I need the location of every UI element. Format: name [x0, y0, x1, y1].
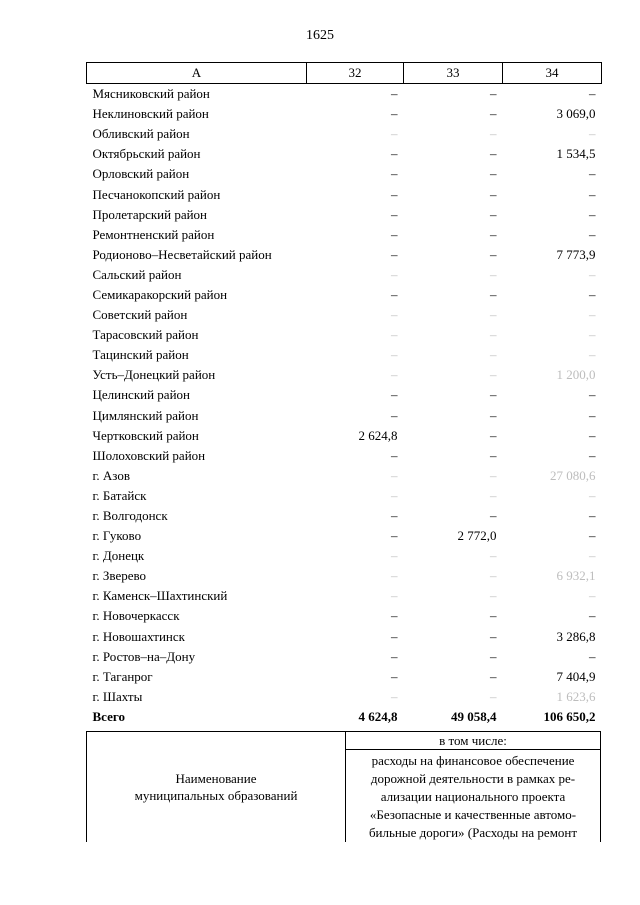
table-row — [87, 526, 602, 546]
value-col-33: – — [490, 206, 497, 222]
value-col-32: – — [391, 307, 398, 323]
value-col-34: – — [589, 427, 596, 443]
value-col-34: 7 773,9 — [556, 246, 596, 262]
column-header-a: А — [87, 63, 307, 84]
table-row — [87, 124, 602, 144]
municipality-name: Ремонтненский район — [92, 226, 215, 242]
table-row — [87, 325, 602, 345]
value-col-34: – — [589, 266, 596, 282]
table-row — [87, 566, 602, 586]
value-col-33: – — [490, 166, 497, 182]
value-col-34: – — [589, 387, 596, 403]
value-col-33: – — [490, 126, 497, 142]
value-col-34: 6 932,1 — [556, 568, 596, 584]
table-row — [87, 365, 602, 385]
value-col-33: – — [490, 467, 497, 483]
municipality-name: Усть–Донецкий район — [92, 367, 216, 383]
value-col-32: – — [391, 487, 398, 503]
municipality-name: Тарасовский район — [92, 327, 199, 343]
municipality-name: Семикаракорский район — [92, 286, 228, 302]
value-col-32: – — [391, 407, 398, 423]
table-row — [87, 184, 602, 204]
value-col-34: – — [589, 347, 596, 363]
value-col-32: – — [391, 628, 398, 644]
value-col-32: – — [391, 508, 398, 524]
desc-line: дорожной деятельности в рамках ре- — [370, 771, 576, 786]
value-col-34: – — [589, 307, 596, 323]
table-row — [87, 546, 602, 566]
table-row — [87, 406, 602, 426]
municipality-name: г. Каменск–Шахтинский — [92, 588, 228, 604]
table-row — [87, 265, 602, 285]
value-col-34: 3 286,8 — [556, 628, 596, 644]
value-col-32: – — [391, 608, 398, 624]
municipality-name: Сальский район — [92, 266, 182, 282]
value-col-32: – — [391, 286, 398, 302]
table-row — [87, 627, 602, 647]
column-header-32: 32 — [307, 63, 404, 84]
municipality-name: Мясниковский район — [92, 86, 210, 102]
table-row — [87, 647, 602, 667]
value-col-32: – — [391, 86, 398, 102]
value-col-32: – — [391, 166, 398, 182]
value-col-32: 4 624,8 — [358, 708, 398, 724]
municipality-name-header — [87, 732, 346, 843]
desc-line: «Безопасные и качественные автомо- — [369, 807, 577, 822]
budget-table — [86, 62, 602, 727]
table-row — [87, 667, 602, 687]
municipality-name: Шолоховский район — [92, 447, 206, 463]
value-col-32: – — [391, 688, 398, 704]
value-col-32: – — [391, 648, 398, 664]
value-col-32: – — [391, 347, 398, 363]
municipality-name: г. Зверево — [92, 568, 147, 584]
municipality-name: Чертковский район — [92, 427, 199, 443]
value-col-33: – — [490, 146, 497, 162]
value-col-34: – — [589, 86, 596, 102]
municipality-name: Песчанокопский район — [92, 186, 221, 202]
table-row — [87, 84, 602, 105]
value-col-33: – — [490, 447, 497, 463]
value-col-33: – — [490, 186, 497, 202]
column-header-34: 34 — [503, 63, 602, 84]
value-col-33: – — [490, 387, 497, 403]
table-row — [87, 345, 602, 365]
value-col-34: – — [589, 327, 596, 343]
value-col-33: – — [490, 648, 497, 664]
value-col-34: 106 650,2 — [543, 708, 596, 724]
value-col-34: – — [589, 447, 596, 463]
municipality-name: Тацинский район — [92, 347, 189, 363]
value-col-34: 3 069,0 — [556, 106, 596, 122]
value-col-32: – — [391, 387, 398, 403]
table-row — [87, 285, 602, 305]
table-row — [87, 305, 602, 325]
municipality-name: Всего — [92, 708, 125, 724]
value-col-34: 1 534,5 — [556, 146, 596, 162]
value-col-33: – — [490, 668, 497, 684]
value-col-32: – — [391, 568, 398, 584]
municipality-name: г. Ростов–на–Дону — [92, 648, 196, 664]
value-col-32: 2 624,8 — [358, 427, 398, 443]
total-row — [87, 707, 602, 727]
next-table-header — [86, 731, 601, 842]
municipality-name: г. Гуково — [92, 528, 142, 544]
value-col-32: – — [391, 528, 398, 544]
municipality-name: г. Новочеркасск — [92, 608, 180, 624]
name-header-line2: муниципальных образований — [134, 788, 298, 803]
value-col-32: – — [391, 467, 398, 483]
value-col-33: – — [490, 608, 497, 624]
table-row — [87, 164, 602, 184]
value-col-33: – — [490, 688, 497, 704]
table-row — [87, 687, 602, 707]
expense-description — [346, 750, 601, 843]
column-header-33: 33 — [404, 63, 503, 84]
value-col-32: – — [391, 226, 398, 242]
table-row — [87, 225, 602, 245]
value-col-34: – — [589, 648, 596, 664]
value-col-34: – — [589, 588, 596, 604]
value-col-34: – — [589, 226, 596, 242]
value-col-33: – — [490, 568, 497, 584]
desc-line: бильные дороги» (Расходы на ремонт — [368, 825, 578, 840]
municipality-name: г. Азов — [92, 467, 130, 483]
name-header-line1: Наименование — [175, 771, 257, 786]
table-row — [87, 385, 602, 405]
page-number: 1625 — [306, 28, 334, 43]
municipality-name: г. Батайск — [92, 487, 147, 503]
municipality-name: Пролетарский район — [92, 206, 208, 222]
value-col-32: – — [391, 548, 398, 564]
value-col-33: – — [490, 487, 497, 503]
value-col-34: – — [589, 608, 596, 624]
municipality-name: г. Волгодонск — [92, 508, 168, 524]
value-col-34: 1 623,6 — [556, 688, 596, 704]
municipality-name: г. Новошахтинск — [92, 628, 185, 644]
table-row — [87, 506, 602, 526]
value-col-33: – — [490, 588, 497, 604]
municipality-name: Орловский район — [92, 166, 190, 182]
value-col-32: – — [391, 367, 398, 383]
value-col-33: – — [490, 106, 497, 122]
value-col-32: – — [391, 246, 398, 262]
value-col-33: – — [490, 407, 497, 423]
value-col-34: – — [589, 508, 596, 524]
table-row — [87, 205, 602, 225]
table-row — [87, 586, 602, 606]
municipality-name: г. Таганрог — [92, 668, 153, 684]
value-col-34: – — [589, 166, 596, 182]
value-col-32: – — [391, 266, 398, 282]
table-row — [87, 606, 602, 626]
municipality-name: Родионово–Несветайский район — [92, 246, 272, 262]
table-row — [87, 446, 602, 466]
municipality-name: г. Донецк — [92, 548, 145, 564]
municipality-name: Цимлянский район — [92, 407, 199, 423]
desc-line: ализации национального проекта — [380, 789, 566, 804]
value-col-34: – — [589, 487, 596, 503]
value-col-33: – — [490, 266, 497, 282]
value-col-34: 27 080,6 — [550, 467, 596, 483]
value-col-33: – — [490, 286, 497, 302]
value-col-33: – — [490, 427, 497, 443]
municipality-name: Обливский район — [92, 126, 190, 142]
value-col-32: – — [391, 146, 398, 162]
table-row — [87, 104, 602, 124]
table-row — [87, 144, 602, 164]
value-col-33: – — [490, 307, 497, 323]
municipality-name: Неклиновский район — [92, 106, 209, 122]
value-col-33: – — [490, 367, 497, 383]
desc-line: расходы на финансовое обеспечение — [371, 753, 575, 768]
value-col-34: – — [589, 286, 596, 302]
value-col-34: – — [589, 548, 596, 564]
table-row — [87, 426, 602, 446]
value-col-34: – — [589, 528, 596, 544]
table-row — [87, 466, 602, 486]
value-col-33: – — [490, 226, 497, 242]
value-col-33: 49 058,4 — [451, 708, 497, 724]
value-col-33: – — [490, 246, 497, 262]
value-col-33: – — [490, 327, 497, 343]
value-col-33: – — [490, 628, 497, 644]
value-col-34: 7 404,9 — [556, 668, 596, 684]
value-col-32: – — [391, 126, 398, 142]
value-col-34: 1 200,0 — [556, 367, 596, 383]
value-col-32: – — [391, 588, 398, 604]
value-col-33: 2 772,0 — [457, 528, 497, 544]
value-col-32: – — [391, 668, 398, 684]
value-col-34: – — [589, 407, 596, 423]
value-col-33: – — [490, 508, 497, 524]
table-row — [87, 245, 602, 265]
municipality-name: Целинский район — [92, 387, 190, 403]
municipality-name: г. Шахты — [92, 688, 143, 704]
value-col-32: – — [391, 186, 398, 202]
table-header-row — [87, 63, 602, 84]
municipality-name: Советский район — [92, 307, 188, 323]
table-row — [87, 486, 602, 506]
value-col-32: – — [391, 106, 398, 122]
value-col-33: – — [490, 548, 497, 564]
value-col-34: – — [589, 186, 596, 202]
value-col-32: – — [391, 447, 398, 463]
including-header: в том числе: — [346, 732, 601, 750]
value-col-33: – — [490, 86, 497, 102]
value-col-33: – — [490, 347, 497, 363]
value-col-34: – — [589, 206, 596, 222]
municipality-name: Октябрьский район — [92, 146, 201, 162]
value-col-32: – — [391, 327, 398, 343]
value-col-32: – — [391, 206, 398, 222]
value-col-34: – — [589, 126, 596, 142]
